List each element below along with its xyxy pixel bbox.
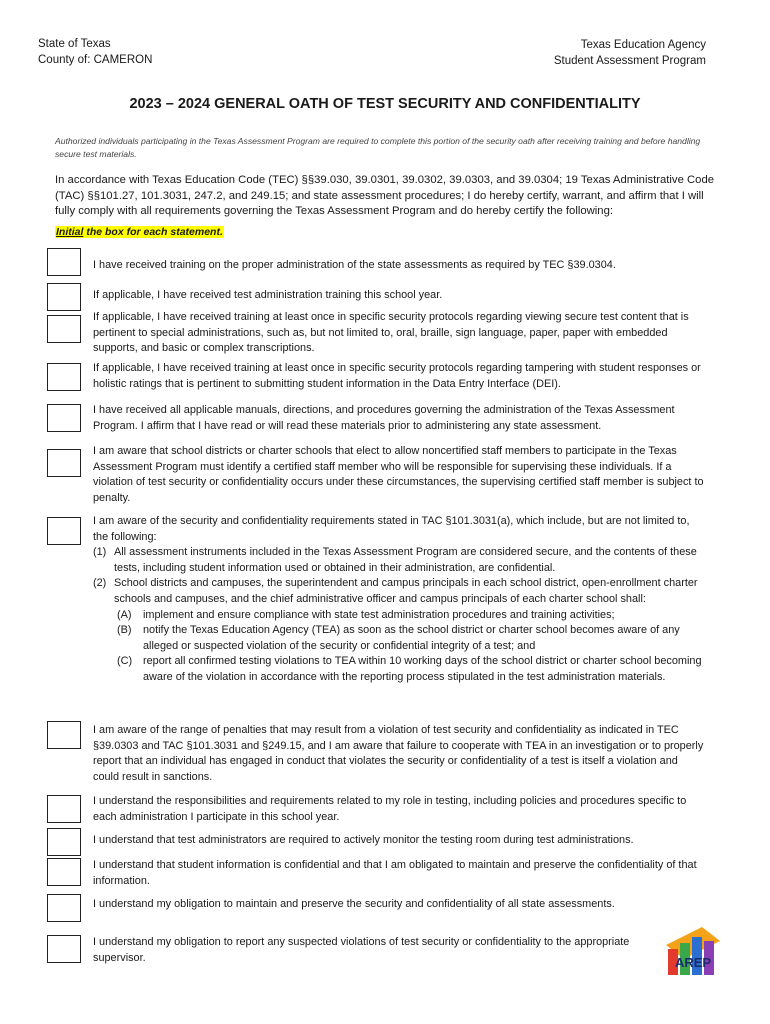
sub-item-c-text: report all confirmed testing violations to TEA within 10 working days of the school district or charter school becoming aware of the violation in accordance with the reporting process stipulated in the test administration materials. bbox=[143, 655, 702, 683]
county-label: County of: CAMERON bbox=[38, 53, 153, 66]
requirement-2-sublist bbox=[93, 608, 705, 686]
sub-item-c bbox=[117, 654, 705, 685]
requirement-1 bbox=[93, 545, 705, 576]
statement-13: I understand my obligation to report any suspected violations of test security or confidentiality to the appropriate supervisor. bbox=[93, 936, 630, 964]
state-label: State of Texas bbox=[38, 38, 111, 50]
initial-box-12[interactable] bbox=[47, 894, 81, 922]
initial-box-4[interactable] bbox=[47, 363, 81, 391]
statement-10: I understand that test administrators are required to actively monitor the testing room during test administrations. bbox=[93, 834, 634, 846]
requirement-2-number: (2) bbox=[93, 577, 107, 590]
initial-box-1[interactable] bbox=[47, 248, 81, 276]
initial-box-3[interactable] bbox=[47, 315, 81, 343]
sub-item-a bbox=[117, 608, 705, 624]
statement-4: If applicable, I have received training at least once in specific security protocols regarding tampering with student responses or holistic ratings that is pertinent to submitting student information in the Data Entry Interface (DEI). bbox=[93, 362, 701, 390]
statement-8: I am aware of the range of penalties that may result from a violation of test security and confidentiality as indicated in TEC §39.0303 and TAC §101.3031 and §249.15, and I am aware that failure to cooperate with TEA in an investigation or to properly report that an individual has engaged in conduct that violates the security or confidentiality of a test is itself a violation and could result in sanctions. bbox=[93, 724, 704, 783]
requirement-1-number: (1) bbox=[93, 546, 107, 559]
initial-word: Initial bbox=[56, 226, 84, 238]
header-right bbox=[554, 38, 706, 69]
certification-paragraph: In accordance with Texas Education Code (TEC) §§39.030, 39.0301, 39.0302, 39.0303, and 39.0304; 19 Texas Administrative Code (TAC) §§101.27, 101.3031, 247.2, and 249.15; and state assessment procedures; I do hereby certify, warrant, and affirm that I will fully comply with all requirements governing the Texas Assessment Program and do hereby certify the following: bbox=[55, 174, 715, 217]
requirements-list bbox=[93, 545, 705, 607]
initial-box-13[interactable] bbox=[47, 935, 81, 963]
initial-box-7[interactable] bbox=[47, 517, 81, 545]
initial-box-2[interactable] bbox=[47, 283, 81, 311]
statement-9: I understand the responsibilities and requirements related to my role in testing, including policies and procedures specific to each administration I participate in this school year. bbox=[93, 795, 687, 823]
sub-item-b bbox=[117, 623, 705, 654]
program-label: Student Assessment Program bbox=[553, 54, 706, 67]
sub-item-b-text: notify the Texas Education Agency (TEA) as soon as the school district or charter school becomes aware of any alleged or suspected violation of the security or confidential integrity of a test; and bbox=[143, 624, 680, 652]
initial-box-11[interactable] bbox=[47, 858, 81, 886]
document-title: 2023 – 2024 GENERAL OATH OF TEST SECURITY AND CONFIDENTIALITY bbox=[129, 96, 641, 112]
initial-instruction bbox=[55, 226, 224, 238]
initial-box-9[interactable] bbox=[47, 795, 81, 823]
header-left bbox=[38, 37, 152, 68]
agency-label: Texas Education Agency bbox=[580, 39, 706, 51]
sub-item-a-number: (A) bbox=[117, 608, 132, 621]
statement-1: I have received training on the proper administration of the state assessments as required by TEC §39.0304. bbox=[93, 259, 616, 271]
statement-7 bbox=[93, 514, 705, 686]
statement-5: I have received all applicable manuals, directions, and procedures governing the administration of the Texas Assessment Program. I affirm that I have read or will read these materials prior to administering any state assessment. bbox=[93, 404, 675, 432]
logo-text: AREP bbox=[674, 955, 712, 970]
requirement-2 bbox=[93, 576, 705, 607]
requirement-1-text: All assessment instruments included in the Texas Assessment Program are considered secure, and the contents of these tests, including student information used or obtained in their administration, are confidential. bbox=[114, 546, 697, 574]
statement-3: If applicable, I have received training at least once in specific security protocols regarding viewing secure test content that is pertinent to special administrations, such as, but not limited to, oral, braille, sign language, paper, paper with embedded supports, and basic or complex transcriptions. bbox=[93, 311, 689, 355]
requirement-2-text: School districts and campuses, the superintendent and campus principals in each school district, open-enrollment charter schools and campuses, and the chief administrative officer and campus principals of each charter school shall: bbox=[114, 577, 698, 605]
arep-logo-graphic bbox=[662, 923, 724, 979]
arep-logo bbox=[662, 923, 724, 979]
instruction-rest: the box for each statement. bbox=[83, 226, 223, 238]
initial-box-6[interactable] bbox=[47, 449, 81, 477]
statement-6: I am aware that school districts or charter schools that elect to allow noncertified staff members to participate in the Texas Assessment Program must identify a certified staff member who will be responsible for supervising these individuals. If a violation of test security or confidentiality occurs under these circumstances, the supervising certified staff member is subject to penalty. bbox=[93, 445, 704, 504]
sub-item-a-text: implement and ensure compliance with state test administration procedures and training activities; bbox=[143, 608, 615, 621]
statement-11: I understand that student information is confidential and that I am obligated to maintain and preserve the confidentiality of that information. bbox=[93, 859, 697, 887]
sub-item-b-number: (B) bbox=[117, 624, 132, 637]
statement-7-text: I am aware of the security and confidentiality requirements stated in TAC §101.3031(a), which include, but are not limited to, the following: bbox=[93, 515, 690, 543]
initial-box-5[interactable] bbox=[47, 404, 81, 432]
initial-box-10[interactable] bbox=[47, 828, 81, 856]
statement-2: If applicable, I have received test administration training this school year. bbox=[93, 289, 443, 301]
sub-item-c-number: (C) bbox=[117, 655, 133, 668]
initial-box-8[interactable] bbox=[47, 721, 81, 749]
statement-12: I understand my obligation to maintain and preserve the security and confidentiality of all state assessments. bbox=[93, 898, 615, 910]
intro-text: Authorized individuals participating in the Texas Assessment Program are required to complete this portion of the security oath after receiving training and before handling secure test materials. bbox=[55, 136, 701, 159]
